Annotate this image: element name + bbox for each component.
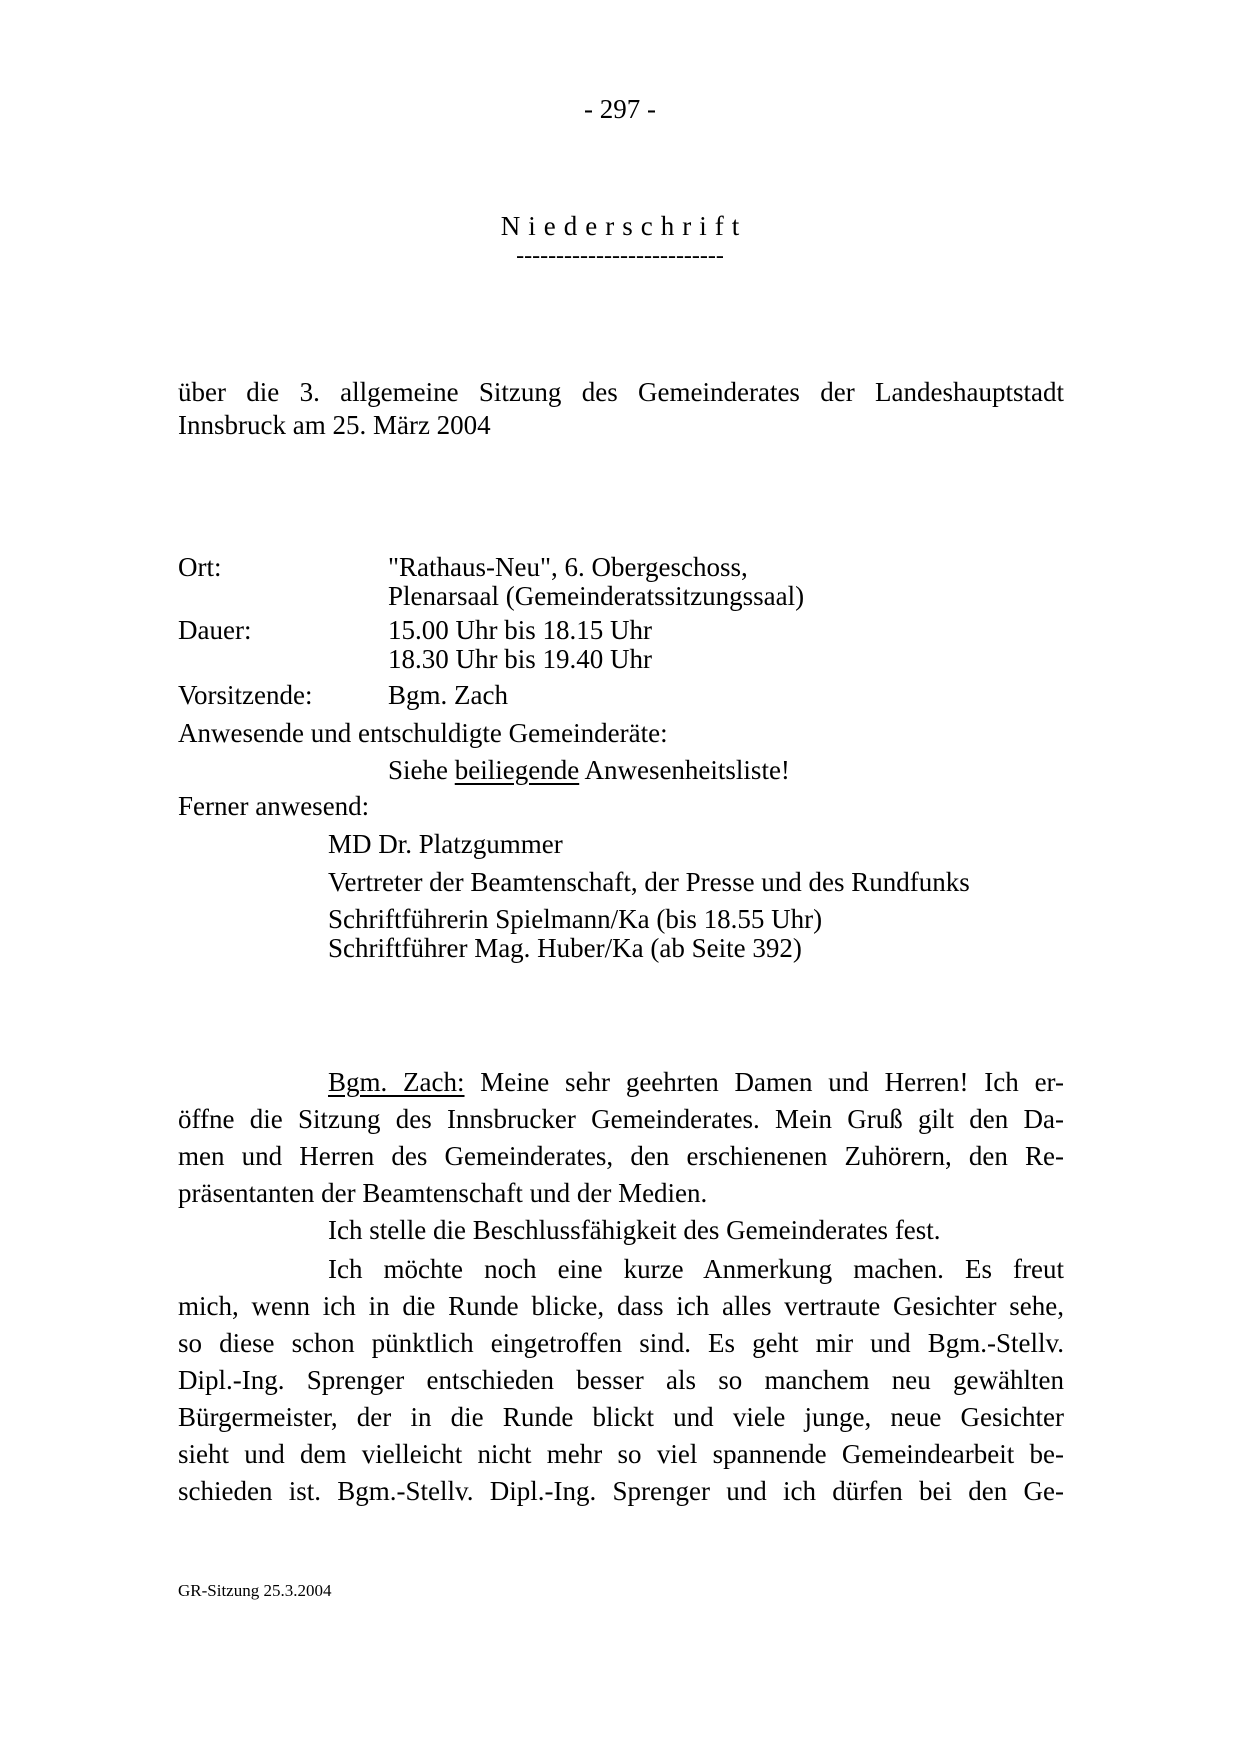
speech-line: schieden ist. Bgm.-Stellv. Dipl.-Ing. Sprenger und ich dürfen bei den Ge-	[178, 1476, 1064, 1506]
ferner-item: Schriftführerin Spielmann/Ka (bis 18.55 Uhr)	[328, 904, 823, 934]
document-title: Niederschrift	[500, 211, 748, 241]
anwesend-note-pre: Siehe	[388, 755, 455, 785]
speech-line: Dipl.-Ing. Sprenger entschieden besser als so manchem neu gewählten	[178, 1365, 1064, 1395]
speech-line: Ich möchte noch eine kurze Anmerkung machen. Es freut	[328, 1254, 1064, 1284]
page-number: - 297 -	[584, 94, 656, 124]
anwesend-note-post: Anwesenheitsliste!	[579, 755, 790, 785]
ferner-item: Vertreter der Beamtenschaft, der Presse und des Rundfunks	[328, 867, 970, 897]
ferner-label: Ferner anwesend:	[178, 791, 370, 821]
speech-line: men und Herren des Gemeinderates, den erschienenen Zuhörern, den Re-	[178, 1141, 1064, 1171]
anwesend-note	[388, 754, 790, 787]
speech-line: mich, wenn ich in die Runde blicke, dass ich alles vertraute Gesichter sehe,	[178, 1291, 1064, 1321]
speech-line: Bürgermeister, der in die Runde blickt und viele junge, neue Gesichter	[178, 1402, 1064, 1432]
speech-line	[178, 1064, 1064, 1101]
speech-paragraph-1	[178, 1064, 1064, 1212]
intro-line-1: über die 3. allgemeine Sitzung des Gemeinderates der Landeshauptstadt	[178, 377, 1064, 407]
ferner-item: MD Dr. Platzgummer	[328, 829, 563, 859]
page-footer: GR-Sitzung 25.3.2004	[178, 1581, 332, 1600]
speech-paragraph-2: Ich stelle die Beschlussfähigkeit des Gemeinderates fest.	[328, 1215, 941, 1245]
intro-line-2: Innsbruck am 25. März 2004	[178, 410, 491, 440]
speech-line: so diese schon pünktlich eingetroffen sind. Es geht mir und Bgm.-Stellv.	[178, 1328, 1064, 1358]
speech-paragraph-3	[178, 1251, 1064, 1510]
ferner-item: Schriftführer Mag. Huber/Ka (ab Seite 392)	[328, 933, 802, 963]
speech-line: öffne die Sitzung des Innsbrucker Gemeinderates. Mein Gruß gilt den Da-	[178, 1104, 1064, 1134]
speaker-name: Bgm. Zach:	[328, 1067, 465, 1097]
dauer-label: Dauer:	[178, 615, 252, 645]
speech-line: präsentanten der Beamtenschaft und der Medien.	[178, 1178, 708, 1208]
speech-line: sieht und dem vielleicht nicht mehr so viel spannende Gemeindearbeit be-	[178, 1439, 1064, 1469]
anwesend-label: Anwesende und entschuldigte Gemeinderäte:	[178, 718, 668, 748]
dauer-value-line-2: 18.30 Uhr bis 19.40 Uhr	[388, 644, 652, 674]
ort-label: Ort:	[178, 552, 222, 582]
intro-paragraph	[178, 376, 1064, 442]
vorsitz-value: Bgm. Zach	[388, 680, 508, 710]
vorsitz-label: Vorsitzende:	[178, 680, 313, 710]
speech-line-rest: Meine sehr geehrten Damen und Herren! Ich er-	[464, 1067, 1064, 1097]
ort-value-line-2: Plenarsaal (Gemeinderatssitzungssaal)	[388, 581, 805, 611]
title-underline: --------------------------	[516, 243, 724, 269]
ort-value-line-1: "Rathaus-Neu", 6. Obergeschoss,	[388, 552, 748, 582]
dauer-value-line-1: 15.00 Uhr bis 18.15 Uhr	[388, 615, 652, 645]
anwesend-note-underlined: beiliegende	[454, 755, 580, 785]
